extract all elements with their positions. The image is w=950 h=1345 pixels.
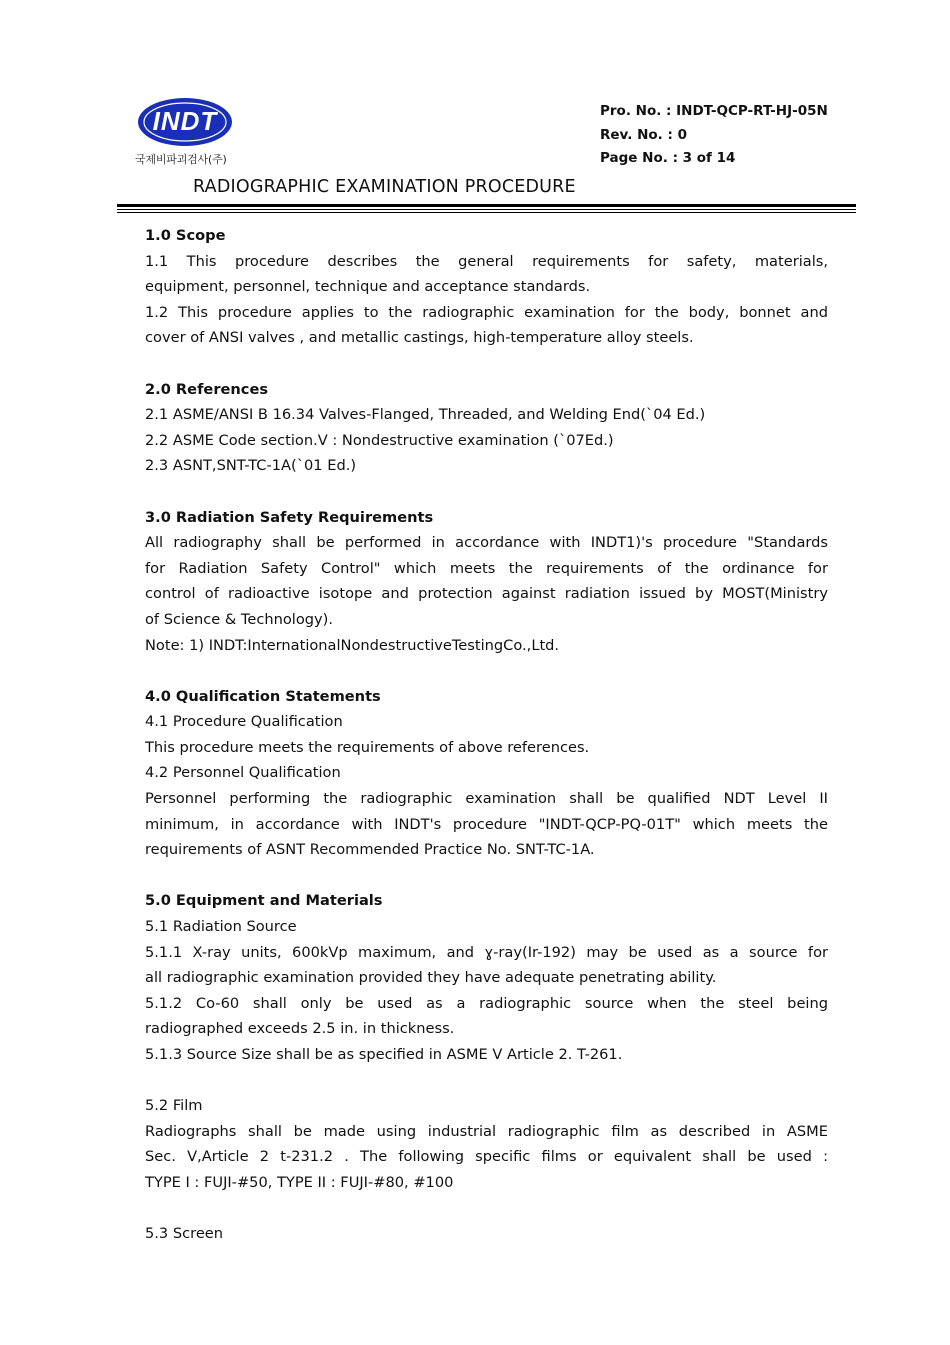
subsection-heading: 4.2 Personnel Qualification [145,764,341,782]
section-heading-equipment: 5.0 Equipment and Materials [145,892,383,910]
paragraph-line: of Science & Technology). [145,610,334,628]
paragraph-line: control of radioactive isotope and protection against radiation issued by MOST(Ministry [145,585,828,603]
paragraph-line: cover of ANSI valves , and metallic castings, high-temperature alloy steels. [145,329,694,347]
paragraph-line: Sec. V,Article 2 t-231.2 . The following specific films or equivalent shall be used : [145,1148,828,1166]
paragraph-line: 1.2 This procedure applies to the radiographic examination for the body, bonnet and [145,303,828,321]
paragraph-line: radiographed exceeds 2.5 in. in thickness. [145,1020,455,1038]
section-heading-scope: 1.0 Scope [145,227,226,244]
company-korean-name: 국제비파괴검사(주) [135,153,227,166]
paragraph-line: 5.1.2 Co-60 shall only be used as a radiographic source when the steel being [145,994,828,1012]
document-meta [600,100,828,171]
logo-text: INDT [152,106,218,136]
paragraph-line: equipment, personnel, technique and acceptance standards. [145,278,591,296]
document-body [145,223,828,1247]
section-heading-references: 2.0 References [145,380,269,398]
reference-item: 2.2 ASME Code section.V : Nondestructive examination (`07Ed.) [145,431,614,449]
subsection-heading: 5.2 Film [145,1097,203,1115]
page-number: Page No. : 3 of 14 [600,150,736,166]
document-title: RADIOGRAPHIC EXAMINATION PROCEDURE [193,177,576,197]
header-rule-thick [117,204,856,207]
indt-logo [136,96,234,148]
paragraph-line: Radiographs shall be made using industrial radiographic film as described in ASME [145,1122,828,1140]
header-rule-thin-2 [117,212,856,213]
paragraph-line: minimum, in accordance with INDT's procedure "INDT-QCP-PQ-01T" which meets the [145,815,828,833]
subsection-heading: 5.1 Radiation Source [145,918,297,936]
reference-item: 2.1 ASME/ANSI B 16.34 Valves-Flanged, Threaded, and Welding End(`04 Ed.) [145,406,706,424]
subsection-heading: 4.1 Procedure Qualification [145,713,343,731]
paragraph-line: TYPE I : FUJI-#50, TYPE II : FUJI-#80, #100 [145,1173,454,1191]
procedure-number: Pro. No. : INDT-QCP-RT-HJ-05N [600,103,828,119]
paragraph-line: for Radiation Safety Control" which meets the requirements of the ordinance for [145,559,828,577]
section-heading-safety: 3.0 Radiation Safety Requirements [145,508,434,526]
paragraph-line: 1.1 This procedure describes the general requirements for safety, materials, [145,252,828,270]
paragraph-line: all radiographic examination provided they have adequate penetrating ability. [145,969,717,987]
paragraph-line: This procedure meets the requirements of above references. [145,738,590,756]
revision-number: Rev. No. : 0 [600,126,687,143]
paragraph-line: 5.1.1 X-ray units, 600kVp maximum, and ɣ-ray(Ir-192) may be used as a source for [145,943,828,961]
section-heading-qualification: 4.0 Qualification Statements [145,687,381,705]
footnote: Note: 1) INDT:InternationalNondestructiveTestingCo.,Ltd. [145,636,560,654]
paragraph-line: Personnel performing the radiographic examination shall be qualified NDT Level II [145,790,828,808]
subsection-heading: 5.3 Screen [145,1225,224,1243]
paragraph-line: All radiography shall be performed in accordance with INDT1)'s procedure "Standards [145,534,828,552]
paragraph-line: 5.1.3 Source Size shall be as specified in ASME V Article 2. T-261. [145,1046,623,1063]
reference-item: 2.3 ASNT,SNT-TC-1A(`01 Ed.) [145,457,357,475]
header-rule-thin [117,209,856,210]
paragraph-line: requirements of ASNT Recommended Practice No. SNT-TC-1A. [145,841,595,859]
